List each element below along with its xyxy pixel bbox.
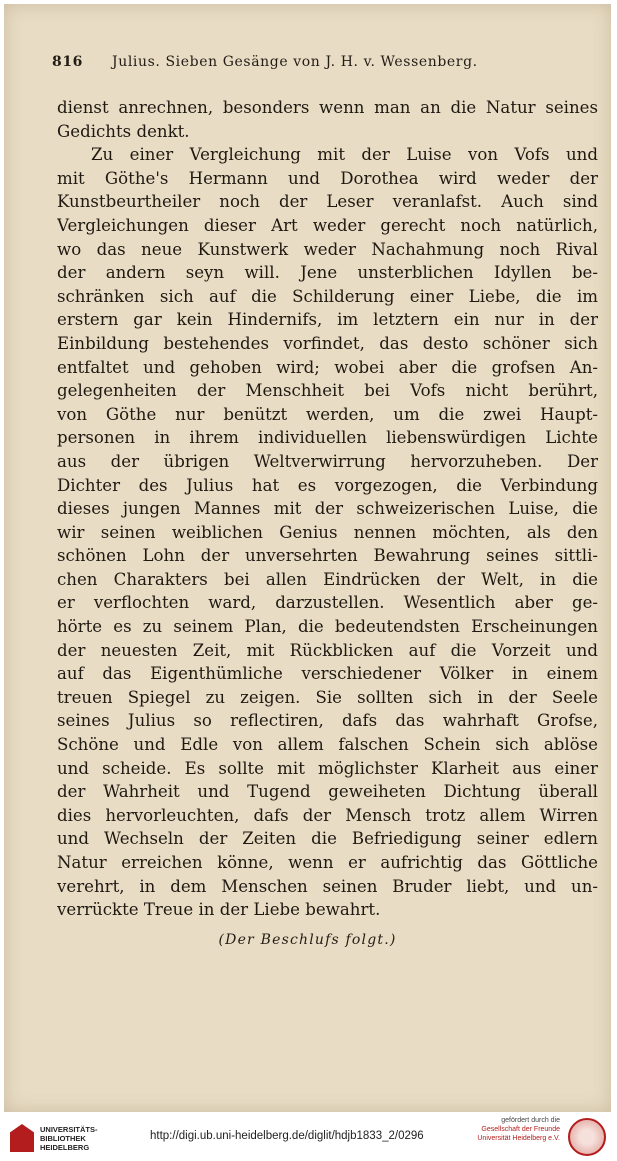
sponsor-credit[interactable] <box>470 1116 560 1143</box>
text-line: und scheide. Es sollte mit möglichster Klarheit aus einer <box>57 758 598 778</box>
university-seal-icon <box>568 1118 606 1156</box>
text-line: hörte es zu seinem Plan, die bedeutendsten Erscheinungen <box>57 617 598 637</box>
permalink-url[interactable]: http://digi.ub.uni-heidelberg.de/diglit/hdjb1833_2/0296 <box>150 1130 424 1142</box>
library-logo-icon <box>10 1124 34 1152</box>
text-line: dieses jungen Mannes mit der schweizerischen Luise, die <box>57 499 598 519</box>
text-line: wir seinen weiblichen Genius nennen möchten, als den <box>57 522 598 542</box>
text-line: er verflochten ward, darzustellen. Wesentlich aber ge- <box>57 593 598 613</box>
text-line: aus der übrigen Weltverwirrung hervorzuheben. Der <box>57 451 598 471</box>
text-line: entfaltet und gehoben wird; wobei aber die grofsen An- <box>57 357 598 377</box>
text-line: auf das Eigenthümliche verschiedener Völker in einem <box>57 664 598 684</box>
text-line: der Wahrheit und Tugend geweiheten Dichtung überall <box>57 782 598 802</box>
text-line: dienst anrechnen, besonders wenn man an die Natur seines <box>57 98 598 117</box>
text-line: schränken sich auf die Schilderung einer Liebe, die im <box>57 286 598 306</box>
text-line: Gedichts denkt. <box>57 121 190 141</box>
library-logo-text: UNIVERSITÄTS- BIBLIOTHEK HEIDELBERG <box>40 1125 98 1152</box>
text-line: erstern gar kein Hindernifs, im letztern ein nur in der <box>57 310 598 330</box>
text-line: der andern seyn will. Jene unsterblichen Idyllen be- <box>57 263 598 283</box>
sponsor-line: gefördert durch die <box>501 1117 560 1124</box>
text-line: verrückte Treue in der Liebe bewahrt. <box>57 900 381 920</box>
text-line: Natur erreichen könne, wenn er aufrichtig das Göttliche <box>57 853 598 872</box>
text-line: Einbildung bestehendes vorfindet, das desto schöner sich <box>57 333 598 353</box>
text-line: Schöne und Edle von allem falschen Schein sich ablöse <box>57 735 598 755</box>
scanned-page <box>4 4 611 1112</box>
text-line: wo das neue Kunstwerk weder Nachahmung noch Rival <box>57 239 598 259</box>
running-title: Julius. Sieben Gesänge von J. H. v. Wessenberg. <box>112 54 478 70</box>
viewer-footer <box>0 1112 617 1161</box>
running-header <box>44 54 591 76</box>
text-line: gelegenheiten der Menschheit bei Vofs nicht berührt, <box>57 381 598 401</box>
text-line: von Göthe nur benützt werden, um die zwei Haupt- <box>57 404 598 424</box>
text-line: seines Julius so reflectiren, dafs das wahrhaft Grofse, <box>57 711 598 731</box>
text-line: mit Göthe's Hermann und Dorothea wird weder der <box>57 168 598 188</box>
text-line: personen in ihrem individuellen liebenswürdigen Lichte <box>57 428 598 448</box>
text-line: chen Charakters bei allen Eindrücken der Welt, in die <box>57 569 598 589</box>
text-line: der neuesten Zeit, mit Rückblicken auf die Vorzeit und <box>57 640 598 660</box>
sponsor-name: Gesellschaft der Freunde Universität Heidelberg e.V. <box>477 1126 560 1142</box>
text-line: Zu einer Vergleichung mit der Luise von Vofs und <box>91 145 598 165</box>
text-line: treuen Spiegel zu zeigen. Sie sollten sich in der Seele <box>57 687 598 707</box>
text-line: dies hervorleuchten, dafs der Mensch trotz allem Wirren <box>57 805 598 825</box>
text-line: schönen Lohn der unversehrten Bewahrung seines sittli- <box>57 546 598 566</box>
body-text <box>57 96 598 922</box>
text-line: Vergleichungen dieser Art weder gerecht noch natürlich, <box>57 215 598 235</box>
library-logo[interactable] <box>10 1120 140 1156</box>
closing-note: (Der Beschlufs folgt.) <box>218 932 397 948</box>
text-line: und Wechseln der Zeiten die Befriedigung seiner edlern <box>57 829 598 849</box>
page-number: 816 <box>52 54 84 70</box>
text-line: verehrt, in dem Menschen seinen Bruder liebt, und un- <box>57 876 598 896</box>
text-line: Kunstbeurtheiler noch der Leser veranlafst. Auch sind <box>57 192 598 212</box>
text-line: Dichter des Julius hat es vorgezogen, die Verbindung <box>57 475 598 495</box>
